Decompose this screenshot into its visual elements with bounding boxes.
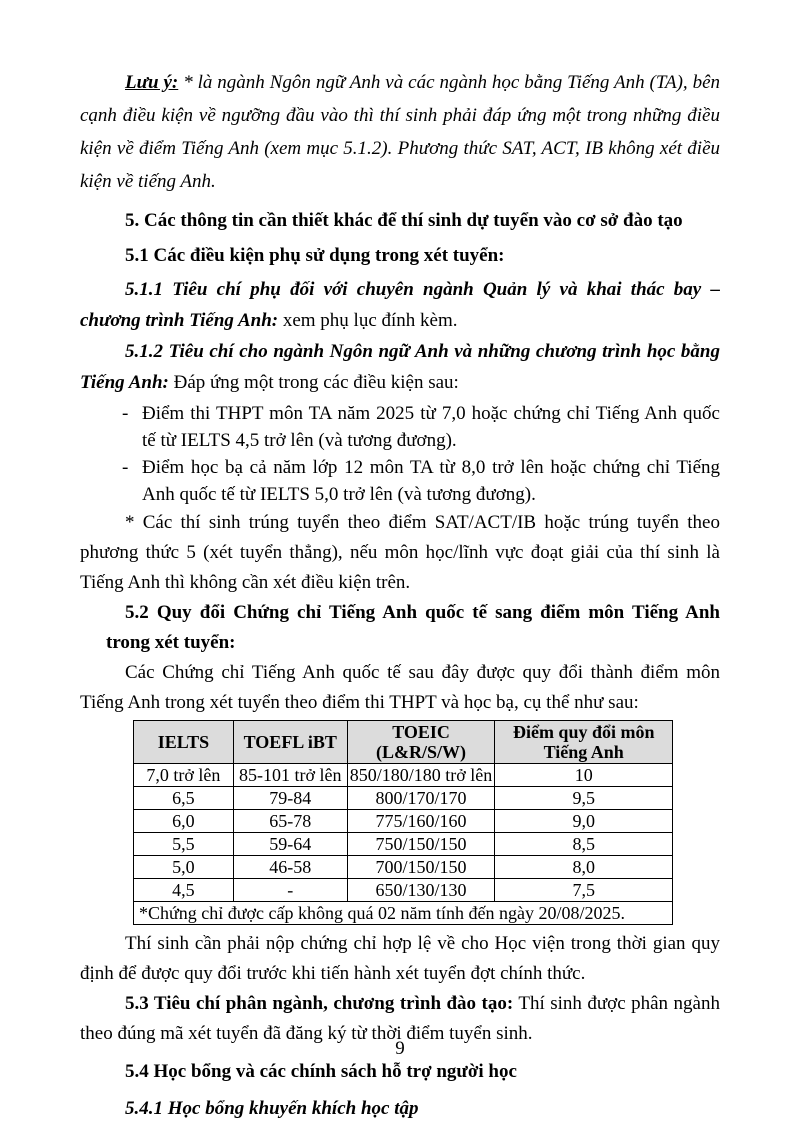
conditions-list — [80, 400, 720, 508]
table-row — [134, 856, 673, 879]
table-row — [134, 810, 673, 833]
after-table-paragraph: Thí sinh cần phải nộp chứng chỉ hợp lệ về cho Học viện trong thời gian quy định để được quy đổi trước khi tiến hành xét tuyển đợt chính thức. — [80, 933, 720, 984]
table-header-cell: IELTS — [134, 721, 234, 764]
table-row — [134, 764, 673, 787]
section-5-2-heading: 5.2 Quy đổi Chứng chỉ Tiếng Anh quốc tế sang điểm môn Tiếng Anh trong xét tuyển: — [106, 602, 720, 653]
list-item-text: Điểm học bạ cả năm lớp 12 môn TA từ 8,0 trở lên hoặc chứng chỉ Tiếng Anh quốc tế từ IELTS 5,0 trở lên (và tương đương). — [142, 457, 720, 505]
table-cell: 79-84 — [233, 787, 347, 810]
note-text: * là ngành Ngôn ngữ Anh và các ngành học bằng Tiếng Anh (TA), bên cạnh điều kiện về ngưỡng đầu vào thì thí sinh phải đáp ứng một trong những điều kiện về điểm Tiếng Anh (xem mục 5.1.2). Phương thức SAT, ACT, IB không xét điều kiện về tiếng Anh. — [80, 72, 721, 192]
list-item-text: Điểm thi THPT môn TA năm 2025 từ 7,0 hoặc chứng chỉ Tiếng Anh quốc tế từ IELTS 4,5 trở lên (và tương đương). — [142, 403, 720, 451]
conversion-table — [133, 720, 673, 925]
section-5-1-heading: 5.1 Các điều kiện phụ sử dụng trong xét tuyển: — [125, 245, 505, 266]
table-cell: 6,0 — [134, 810, 234, 833]
table-cell: 650/130/130 — [347, 879, 495, 902]
list-item — [80, 454, 720, 508]
table-cell: 9,0 — [495, 810, 673, 833]
table-cell: 6,5 — [134, 787, 234, 810]
table-cell: 850/180/180 trở lên — [347, 764, 495, 787]
section-5-3-text: Thí sinh được phân ngành theo đúng mã xét tuyển đã đăng ký từ thời điểm tuyển sinh. — [80, 993, 720, 1044]
section-5-3-label: 5.3 Tiêu chí phân ngành, chương trình đào tạo: — [125, 993, 514, 1014]
section-5-1-1-label: 5.1.1 Tiêu chí phụ đối với chuyên ngành Quản lý và khai thác bay – chương trình Tiếng Anh: — [80, 279, 720, 331]
table-cell: 775/160/160 — [347, 810, 495, 833]
table-header-cell: TOEIC (L&R/S/W) — [347, 721, 495, 764]
table-cell: 5,0 — [134, 856, 234, 879]
bullet-marker: - — [122, 403, 129, 424]
table-cell: 8,5 — [495, 833, 673, 856]
table-cell: 750/150/150 — [347, 833, 495, 856]
section-5-1-2-text: Đáp ứng một trong các điều kiện sau: — [173, 372, 459, 393]
section-5-1-1-paragraph — [80, 274, 720, 336]
table-cell: 800/170/170 — [347, 787, 495, 810]
table-row — [134, 833, 673, 856]
table-header-cell: Điểm quy đổi môn Tiếng Anh — [495, 721, 673, 764]
bullet-marker: - — [122, 457, 129, 478]
table-cell: 4,5 — [134, 879, 234, 902]
table-cell: 7,0 trở lên — [134, 764, 234, 787]
table-cell: 59-64 — [233, 833, 347, 856]
table-cell: 65-78 — [233, 810, 347, 833]
table-header-row — [134, 721, 673, 764]
section-5-1-2-paragraph — [80, 336, 720, 398]
table-footnote-row — [134, 902, 673, 925]
section-5-1-2-label: 5.1.2 Tiêu chí cho ngành Ngôn ngữ Anh và những chương trình học bằng Tiếng Anh: — [80, 341, 720, 393]
section-5-heading: 5. Các thông tin cần thiết khác để thí sinh dự tuyển vào cơ sở đào tạo — [125, 210, 683, 231]
table-header-cell: TOEFL iBT — [233, 721, 347, 764]
table-row — [134, 787, 673, 810]
table-row — [134, 879, 673, 902]
star-note-paragraph: * Các thí sinh trúng tuyển theo điểm SAT/ACT/IB hoặc trúng tuyển theo phương thức 5 (xét tuyển thẳng), nếu môn học/lĩnh vực đoạt giải của thí sinh là Tiếng Anh thì không cần xét điều kiện trên. — [80, 512, 720, 593]
list-item — [80, 400, 720, 454]
table-cell: 8,0 — [495, 856, 673, 879]
table-cell: 7,5 — [495, 879, 673, 902]
table-cell: 10 — [495, 764, 673, 787]
table-cell: 9,5 — [495, 787, 673, 810]
section-5-4-heading: 5.4 Học bổng và các chính sách hỗ trợ người học — [125, 1061, 517, 1082]
section-5-4-1-heading: 5.4.1 Học bổng khuyến khích học tập — [125, 1098, 419, 1119]
table-cell: 46-58 — [233, 856, 347, 879]
table-cell: 700/150/150 — [347, 856, 495, 879]
table-intro-paragraph: Các Chứng chỉ Tiếng Anh quốc tế sau đây được quy đổi thành điểm môn Tiếng Anh trong xét tuyển theo điểm thi THPT và học bạ, cụ thể như sau: — [80, 662, 720, 713]
page-number: 9 — [395, 1038, 405, 1059]
section-5-1-1-text: xem phụ lục đính kèm. — [282, 310, 458, 331]
note-paragraph — [80, 66, 720, 198]
note-label: Lưu ý: — [125, 72, 179, 93]
table-cell: - — [233, 879, 347, 902]
table-cell: 5,5 — [134, 833, 234, 856]
table-footnote: *Chứng chỉ được cấp không quá 02 năm tính đến ngày 20/08/2025. — [134, 902, 673, 925]
table-cell: 85-101 trở lên — [233, 764, 347, 787]
